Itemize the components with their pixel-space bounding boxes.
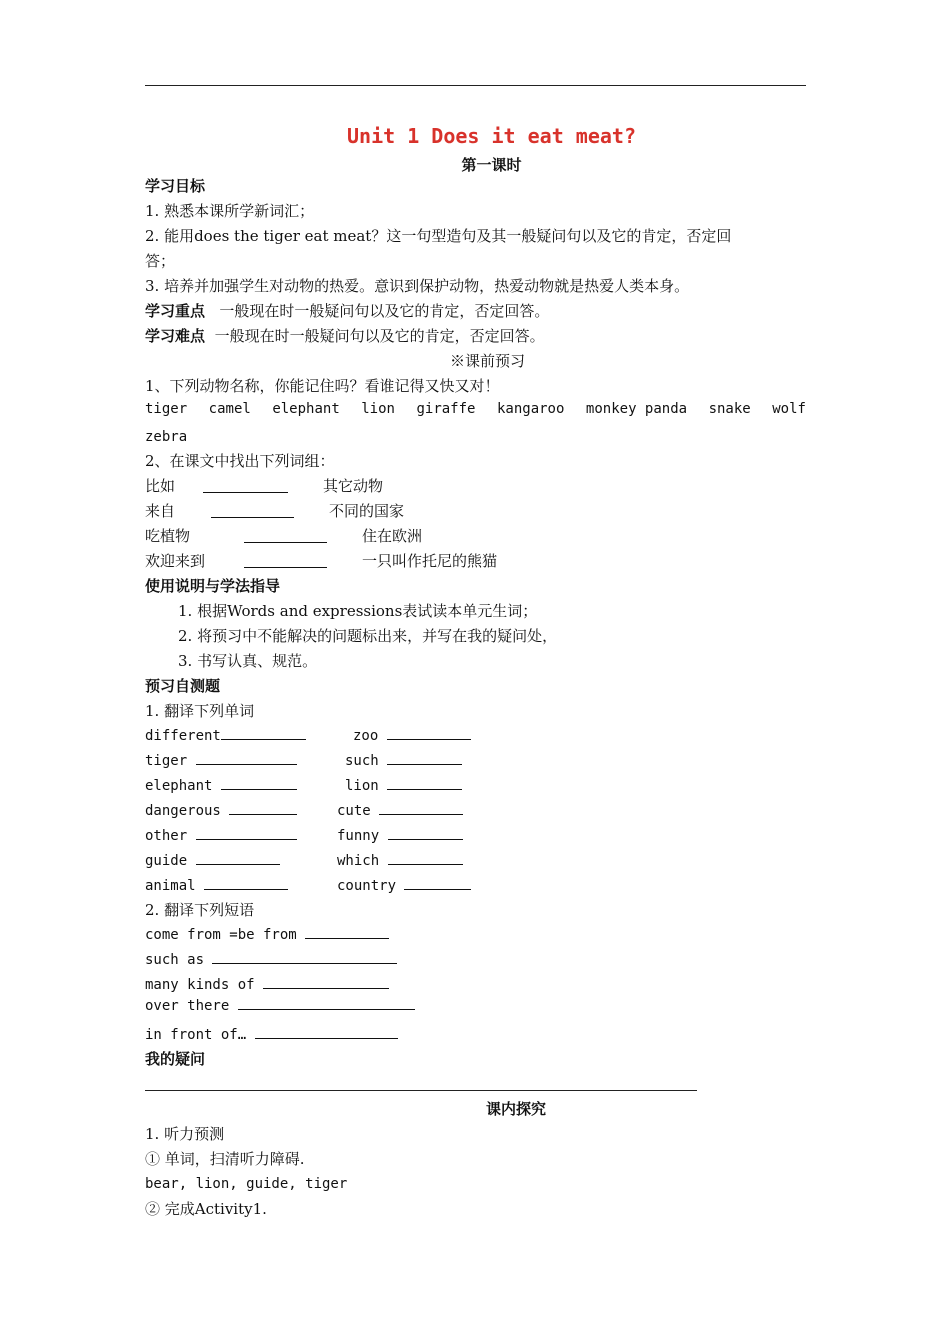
answer-blank[interactable]: [211, 503, 294, 518]
phrase-cn: 不同的国家: [329, 502, 405, 520]
answer-blank[interactable]: [387, 725, 471, 740]
goal-item: 答；: [145, 252, 176, 270]
q2-prompt: 2、在课文中找出下列词组：: [145, 452, 335, 470]
phrase-item: many kinds of: [145, 974, 389, 996]
answer-blank[interactable]: [196, 850, 280, 865]
answer-blank[interactable]: [388, 825, 463, 840]
instruction-item: 2. 将预习中不能解决的问题标出来，并写在我的疑问处，: [178, 627, 558, 645]
answer-blank[interactable]: [244, 553, 327, 568]
animal-word: monkey panda: [585, 401, 688, 417]
word-item: zoo: [353, 725, 471, 747]
phrase-cn: 比如: [145, 477, 176, 495]
word-item: elephant: [145, 775, 297, 797]
goal-item: 1. 熟悉本课所学新词汇；: [145, 202, 315, 220]
answer-blank[interactable]: [238, 995, 415, 1010]
lesson-subtitle: 第一课时: [461, 156, 522, 174]
word-item: dangerous: [145, 800, 297, 822]
phrase-item: come from =be from: [145, 924, 389, 946]
animal-word: giraffe: [416, 401, 476, 417]
phrase-item: such as: [145, 949, 397, 971]
answer-blank[interactable]: [387, 750, 462, 765]
preview-heading: ※课前预习: [450, 352, 526, 370]
questions-rule: [145, 1090, 697, 1091]
answer-blank[interactable]: [255, 1024, 398, 1039]
answer-blank[interactable]: [196, 825, 297, 840]
phrase-item: over there: [145, 995, 415, 1017]
answer-blank[interactable]: [388, 850, 463, 865]
goals-heading: 学习目标: [145, 177, 206, 195]
word-item: which: [337, 850, 463, 872]
word-item: lion: [345, 775, 462, 797]
word-item: different: [145, 725, 306, 747]
answer-blank[interactable]: [379, 800, 463, 815]
animal-word: kangaroo: [496, 401, 565, 417]
difficulty-text: 一般现在时一般疑问句以及它的肯定，否定回答。: [214, 327, 545, 345]
answer-blank[interactable]: [229, 800, 297, 815]
phrase-cn: 一只叫作托尼的熊猫: [362, 552, 498, 570]
key-point-text: 一般现在时一般疑问句以及它的肯定，否定回答。: [219, 302, 550, 320]
key-point: [145, 300, 549, 322]
phrase-row: [145, 475, 175, 497]
answer-blank[interactable]: [203, 478, 288, 493]
listening-title: 1. 听力预测: [145, 1125, 225, 1143]
answer-blank[interactable]: [204, 875, 288, 890]
explore-heading: 课内探究: [486, 1100, 547, 1118]
instructions-heading: 使用说明与学法指导: [145, 577, 281, 595]
goal-item: 3. 培养并加强学生对动物的热爱。意识到保护动物，热爱动物就是热爱人类本身。: [145, 277, 690, 295]
phrase-cn: 来自: [145, 502, 176, 520]
q1-prompt: 1、下列动物名称，你能记住吗？看谁记得又快又对！: [145, 377, 500, 395]
animal-list: [145, 401, 806, 417]
phrase-cn: 其它动物: [323, 477, 384, 495]
my-questions-heading: 我的疑问: [145, 1050, 206, 1068]
words-title: 1. 翻译下列单词: [145, 702, 255, 720]
difficulty-label: 学习难点: [145, 327, 206, 345]
animal-word: zebra: [145, 429, 188, 445]
instruction-item: 3. 书写认真、规范。: [178, 652, 318, 670]
answer-blank[interactable]: [221, 775, 297, 790]
word-item: country: [337, 875, 471, 897]
word-item: tiger: [145, 750, 297, 772]
page-title: Unit 1 Does it eat meat?: [347, 124, 636, 148]
answer-blank[interactable]: [212, 949, 397, 964]
animal-word: lion: [361, 401, 395, 417]
animal-word: elephant: [272, 401, 340, 417]
top-rule: [145, 85, 806, 86]
phrase-cn: 住在欧洲: [362, 527, 423, 545]
word-item: cute: [337, 800, 463, 822]
animal-word: tiger: [145, 401, 188, 417]
answer-blank[interactable]: [196, 750, 297, 765]
phrases-title: 2. 翻译下列短语: [145, 901, 255, 919]
animal-word: camel: [208, 401, 251, 417]
phrase-cn: 吃植物: [145, 527, 191, 545]
word-item: such: [345, 750, 462, 772]
step-two: ② 完成Activity1.: [145, 1200, 267, 1218]
word-item: other: [145, 825, 297, 847]
listening-words: bear, lion, guide, tiger: [145, 1176, 348, 1192]
word-item: animal: [145, 875, 288, 897]
word-item: funny: [337, 825, 463, 847]
difficulty: [145, 325, 545, 347]
key-point-label: 学习重点: [145, 302, 206, 320]
goal-item: 2. 能用does the tiger eat meat？这一句型造句及其一般疑问句以及它的肯定，否定回: [145, 227, 732, 245]
phrase-item: in front of…: [145, 1024, 398, 1046]
step-one: ① 单词，扫清听力障碍.: [145, 1150, 305, 1168]
word-item: guide: [145, 850, 280, 872]
instruction-item: 1. 根据Words and expressions表试读本单元生词；: [178, 602, 538, 620]
answer-blank[interactable]: [387, 775, 462, 790]
animal-word: snake: [708, 401, 751, 417]
phrase-cn: 欢迎来到: [145, 552, 206, 570]
answer-blank[interactable]: [244, 528, 327, 543]
animal-word: wolf: [772, 401, 806, 417]
answer-blank[interactable]: [404, 875, 471, 890]
answer-blank[interactable]: [263, 974, 389, 989]
answer-blank[interactable]: [221, 725, 306, 740]
self-test-heading: 预习自测题: [145, 677, 221, 695]
answer-blank[interactable]: [305, 924, 389, 939]
